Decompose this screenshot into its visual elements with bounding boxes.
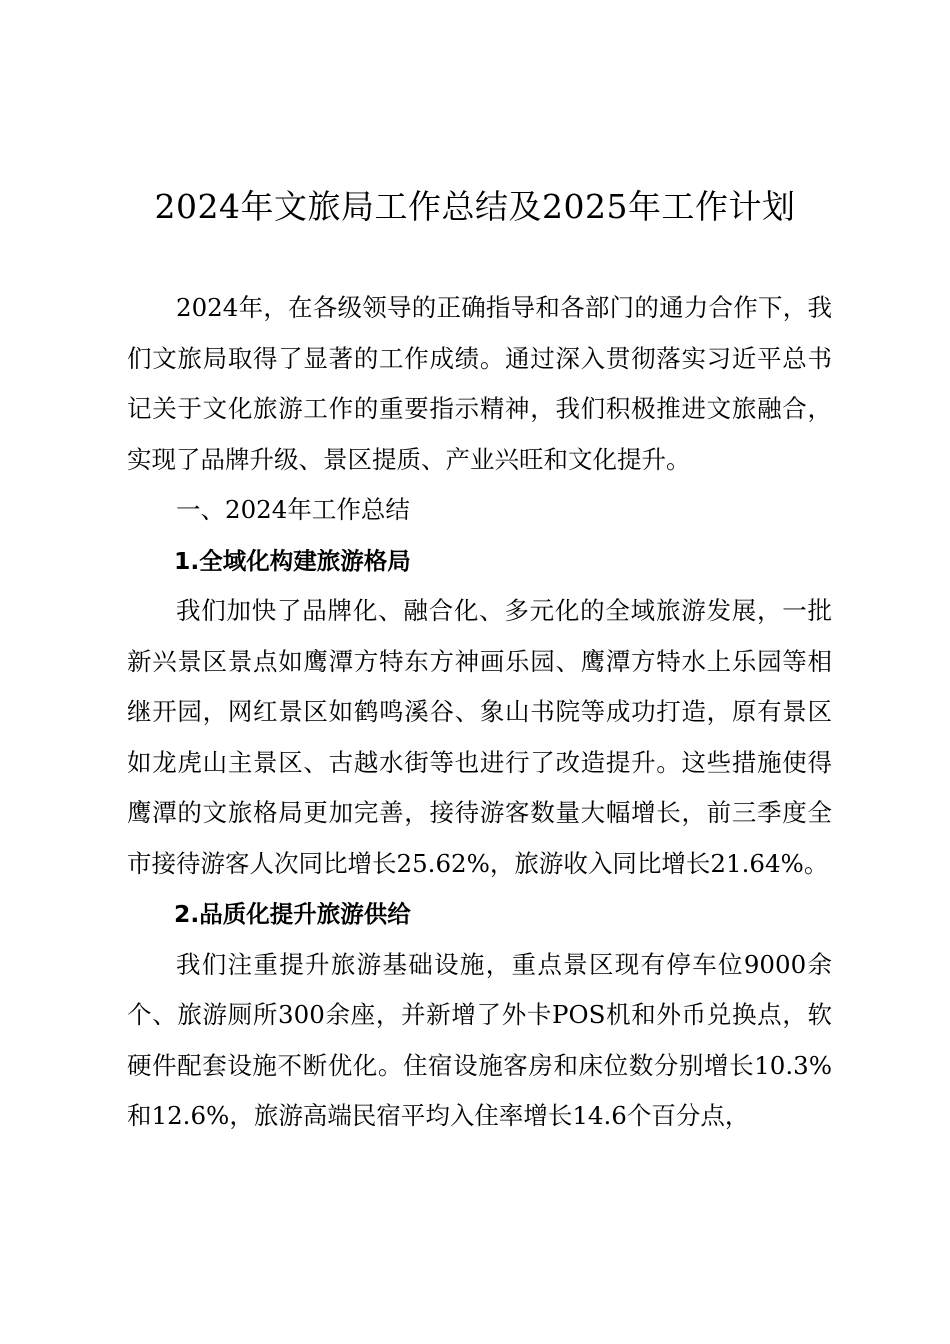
subsection-heading-2: 2.品质化提升旅游供给 bbox=[174, 900, 411, 928]
document-title: 2024年文旅局工作总结及2025年工作计划 bbox=[154, 187, 796, 226]
subsection-paragraph-1: 我们加快了品牌化、融合化、多元化的全域旅游发展，一批新兴景区景点如鹰潭方特东方神画乐园、鹰潭方特水上乐园等相继开园，网红景区如鹤鸣溪谷、象山书院等成功打造，原有景区如龙虎山主景区、古越水街等也进行了改造提升。这些措施使得鹰潭的文旅格局更加完善，接待游客数量大幅增长，前三季度全市接待游客人次同比增长25.62%，旅游收入同比增长21.64%。 bbox=[127, 596, 832, 878]
section-heading-summary: 一、2024年工作总结 bbox=[176, 495, 410, 524]
document-body bbox=[127, 283, 832, 1142]
subsection-paragraph-2: 我们注重提升旅游基础设施，重点景区现有停车位9000余个、旅游厕所300余座，并新增了外卡POS机和外币兑换点，软硬件配套设施不断优化。住宿设施客房和床位数分别增长10.3%和12.6%，旅游高端民宿平均入住率增长14.6个百分点， bbox=[127, 949, 832, 1130]
intro-paragraph: 2024年，在各级领导的正确指导和各部门的通力合作下，我们文旅局取得了显著的工作成绩。通过深入贯彻落实习近平总书记关于文化旅游工作的重要指示精神，我们积极推进文旅融合，实现了品牌升级、景区提质、产业兴旺和文化提升。 bbox=[127, 293, 832, 474]
subsection-heading-1: 1.全域化构建旅游格局 bbox=[174, 546, 411, 575]
